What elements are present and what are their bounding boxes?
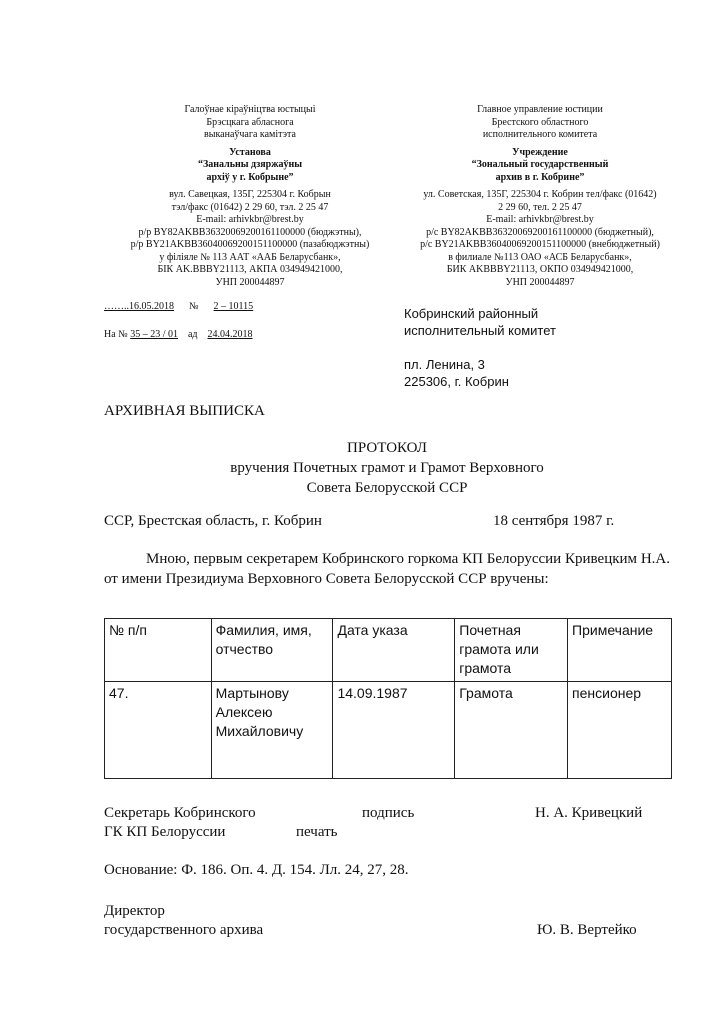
cell-award-type: Грамота xyxy=(455,682,568,779)
left-detail-line-7: БІК AK.BBBY21113, АКПА 034949421000, xyxy=(157,264,343,275)
ref-number: 35 – 23 / 01 xyxy=(130,329,178,340)
right-org-line-2: “Зональный государственный xyxy=(471,159,609,170)
left-detail-line-4: р/р BY82AKBB36320069200161100000 (бюджэтны), xyxy=(138,226,362,238)
recipient-block xyxy=(404,305,684,390)
ref-ad-label: ад xyxy=(187,329,198,340)
director-title-line-1: Директор xyxy=(104,903,165,919)
right-detail-line-8: УНП 200044897 xyxy=(505,276,575,288)
ref-prefix: На № xyxy=(104,329,128,340)
header-full-name: Фамилия, имя, отчество xyxy=(211,619,333,682)
right-detail-line-2: 2 29 60, тел. 2 25 47 xyxy=(498,201,582,213)
number-label: № xyxy=(189,301,199,312)
cell-decree-date: 14.09.1987 xyxy=(333,682,455,779)
recipient-name-line-2: исполнительный комитет xyxy=(404,323,556,338)
left-detail-line-8: УНП 200044897 xyxy=(215,276,285,288)
right-letterhead xyxy=(390,104,690,289)
signer-title-line-1: Секретарь Кобринского xyxy=(104,805,256,821)
cell-full-name: Мартынову Алексею Михайловичу xyxy=(211,682,333,779)
document-date: 18 сентября 1987 г. xyxy=(493,513,615,529)
intro-paragraph: Мною, первым секретарем Кобринского горкома КП Белоруссии Кривецким Н.А. от имени Президиума Верховного Совета Белорусской ССР вручены: xyxy=(104,551,670,587)
recipient-address-line-1: пл. Ленина, 3 xyxy=(404,357,485,372)
right-detail-line-4: р/с BY82AKBB36320069200161100000 (бюджетный), xyxy=(426,226,654,238)
document-type: АРХИВНАЯ ВЫПИСКА xyxy=(104,403,265,419)
left-detail-line-5: р/р BY21AKBB36040069200151100000 (пазабюджэтны) xyxy=(130,239,370,250)
left-detail-line-6: у філіяле № 113 ААТ «ААБ Беларусбанк», xyxy=(159,251,341,263)
left-ministry-line-2: Брэсцкага абласнога xyxy=(206,116,294,128)
left-detail-line-2: тэл/факс (01642) 2 29 60, тэл. 2 25 47 xyxy=(171,201,329,213)
right-org-line-3: архив в г. Кобрине” xyxy=(495,171,585,183)
left-ministry-line-3: выканаўчага камітэта xyxy=(204,129,296,140)
basis-reference: Основание: Ф. 186. Оп. 4. Д. 154. Лл. 24, 27, 28. xyxy=(104,862,409,878)
right-detail-line-6: в филиале №113 ОАО «АСБ Беларусбанк», xyxy=(448,251,632,263)
protocol-title: ПРОТОКОЛ xyxy=(347,440,427,456)
seal-label: печать xyxy=(296,824,338,840)
header-decree-date: Дата указа xyxy=(333,619,455,682)
protocol-heading xyxy=(104,438,670,498)
outgoing-date: ……..16.05.2018 xyxy=(104,301,174,312)
header-award-type: Почетная грамота или грамота xyxy=(455,619,568,682)
place: ССР, Брестская область, г. Кобрин xyxy=(104,513,322,529)
left-detail-line-3: E-mail: arhivkbr@brest.by xyxy=(196,214,304,225)
protocol-subtitle-line-2: Совета Белорусской ССР xyxy=(306,480,468,496)
right-detail-line-1: ул. Советская, 135Г, 225304 г. Кобрин тел/факс (01642) xyxy=(423,189,657,200)
right-org-line-1: Учреждение xyxy=(512,146,568,158)
left-org-line-1: Установа xyxy=(229,146,271,158)
table-header-row xyxy=(105,619,672,682)
table-row xyxy=(105,682,672,779)
director-name: Ю. В. Вертейко xyxy=(537,922,637,938)
right-ministry-line-1: Главное управление юстиции xyxy=(477,104,603,115)
right-ministry-line-2: Брестского областного xyxy=(491,116,589,128)
cell-number: 47. xyxy=(105,682,212,779)
registration-line-1 xyxy=(104,300,253,313)
left-ministry-line-1: Галоўнае кіраўніцтва юстыцыі xyxy=(184,104,316,115)
awards-table xyxy=(104,618,672,779)
right-detail-line-5: р/с BY21AKBB36040069200151100000 (внебюджетный) xyxy=(420,239,660,250)
signer-name: Н. А. Кривецкий xyxy=(535,805,643,821)
recipient-name-line-1: Кобринский районный xyxy=(404,306,539,321)
left-org-line-2: “Занальны дзяржаўны xyxy=(197,159,303,170)
outgoing-number: 2 – 10115 xyxy=(213,301,254,312)
left-letterhead xyxy=(90,104,410,289)
header-note: Примечание xyxy=(568,619,672,682)
header-number: № п/п xyxy=(105,619,212,682)
signer-title-line-2: ГК КП Белоруссии xyxy=(104,824,226,840)
protocol-subtitle-line-1: вручения Почетных грамот и Грамот Верховного xyxy=(230,460,544,476)
registration-line-2 xyxy=(104,328,253,341)
recipient-address-line-2: 225306, г. Кобрин xyxy=(404,374,509,389)
cell-note: пенсионер xyxy=(568,682,672,779)
signature-label: подпись xyxy=(362,805,415,821)
right-ministry-line-3: исполнительного комитета xyxy=(482,129,598,140)
left-detail-line-1: вул. Савецкая, 135Г, 225304 г. Кобрын xyxy=(169,189,331,200)
ref-date: 24.04.2018 xyxy=(207,329,253,340)
right-detail-line-3: E-mail: arhivkbr@brest.by xyxy=(486,214,594,225)
right-detail-line-7: БИК AKBBBY21113, ОКПО 034949421000, xyxy=(446,264,634,275)
director-title-line-2: государственного архива xyxy=(104,922,264,938)
left-org-line-3: архіў у г. Кобрыне” xyxy=(206,171,294,183)
